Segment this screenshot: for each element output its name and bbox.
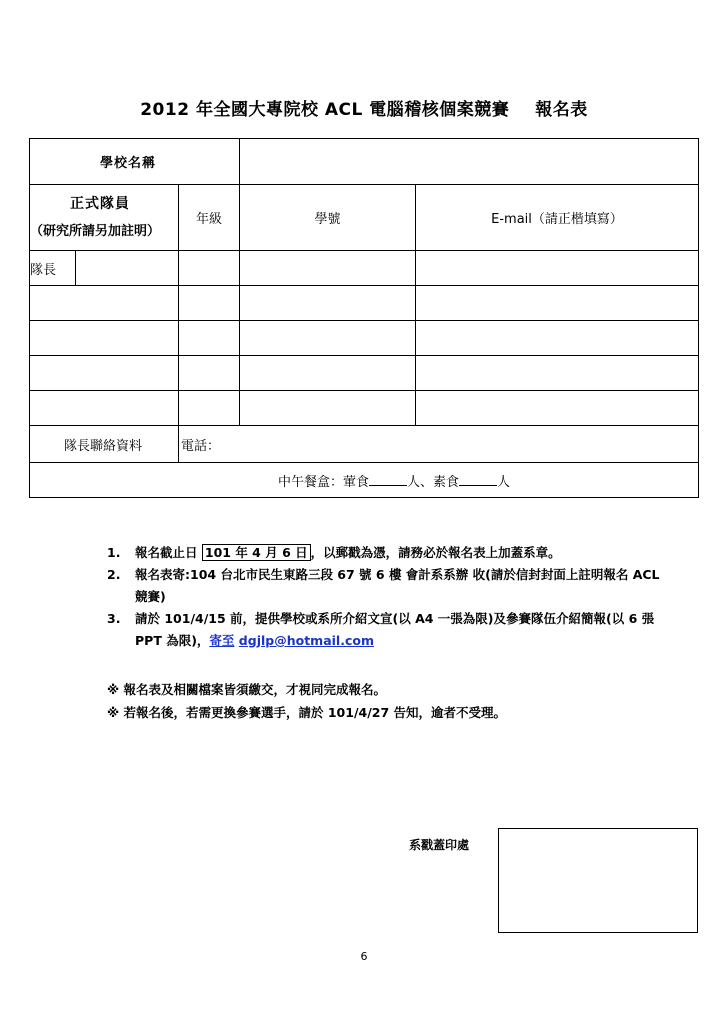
contact-row	[30, 426, 699, 463]
email-link-prefix[interactable]: 寄至	[209, 633, 235, 648]
lunch-box-line	[30, 463, 699, 498]
member-name-field[interactable]	[30, 286, 179, 321]
remark-item: ※ 若報名後，若需更換參賽選手，請於 101/4/27 告知，逾者不受理。	[107, 705, 507, 720]
contact-label: 隊長聯絡資料	[30, 426, 179, 463]
phone-label: 電話：	[181, 438, 221, 454]
meat-count-blank[interactable]	[369, 475, 407, 486]
leader-email-field[interactable]	[416, 251, 699, 286]
member-name-field[interactable]	[30, 356, 179, 391]
remarks	[107, 678, 506, 724]
list-item: 3. 請於 101/4/15 前，提供學校或系所介紹文宣(以 A4 一張為限)及參賽隊伍介紹簡報(以 6 張 PPT 為限)，寄至 dgjlp@hotmail.com	[107, 611, 655, 648]
form-name: 報名表	[535, 100, 588, 120]
member-email-field[interactable]	[416, 391, 699, 426]
member-row	[30, 356, 699, 391]
deadline-date: 101 年 4 月 6 日	[202, 544, 311, 561]
leader-id-field[interactable]	[240, 251, 416, 286]
email-link[interactable]: dgjlp@hotmail.com	[238, 633, 374, 648]
member-email-field[interactable]	[416, 286, 699, 321]
member-row	[30, 321, 699, 356]
veg-count-blank[interactable]	[459, 475, 497, 486]
member-email-field[interactable]	[416, 356, 699, 391]
leader-name-field[interactable]	[76, 251, 179, 286]
member-id-field[interactable]	[240, 391, 416, 426]
list-item: 1. 報名截止日 101 年 4 月 6 日 ，以郵戳為憑，請務必於報名表上加蓋系章。	[107, 545, 561, 560]
stamp-box	[498, 828, 698, 933]
grade-header: 年級	[179, 185, 240, 251]
member-name-field[interactable]	[30, 321, 179, 356]
registration-form-table	[29, 138, 699, 498]
member-header-row	[30, 185, 699, 251]
lunch-row	[30, 463, 699, 498]
school-row	[30, 139, 699, 185]
leader-label: 隊長	[30, 251, 76, 286]
email-header: E-mail（請正楷填寫）	[416, 185, 699, 251]
lunch-suffix: 人	[497, 474, 511, 490]
member-row	[30, 391, 699, 426]
member-name-field[interactable]	[30, 391, 179, 426]
member-grade-field[interactable]	[179, 391, 240, 426]
remark-item: ※ 報名表及相關檔案皆須繳交，才視同完成報名。	[107, 682, 387, 697]
school-name-label: 學校名稱	[30, 139, 240, 185]
stamp-label: 系戳蓋印處	[409, 838, 470, 852]
form-title	[0, 95, 728, 120]
member-grade-field[interactable]	[179, 321, 240, 356]
member-id-field[interactable]	[240, 321, 416, 356]
member-row	[30, 286, 699, 321]
member-email-field[interactable]	[416, 321, 699, 356]
student-id-header: 學號	[240, 185, 416, 251]
instructions-list	[107, 542, 667, 652]
leader-grade-field[interactable]	[179, 251, 240, 286]
competition-title: 2012 年全國大專院校 ACL 電腦稽核個案競賽	[140, 100, 510, 120]
member-id-field[interactable]	[240, 356, 416, 391]
school-name-field[interactable]	[240, 139, 699, 185]
member-header-title: 正式隊員	[70, 195, 130, 212]
page-number: 6	[360, 950, 368, 963]
member-grade-field[interactable]	[179, 286, 240, 321]
list-item: 2. 報名表寄:104 台北市民生東路三段 67 號 6 樓 會計系系辦 收(請於信封封面上註明報名 ACL 競賽)	[107, 567, 660, 604]
member-grade-field[interactable]	[179, 356, 240, 391]
phone-field[interactable]	[179, 426, 699, 463]
lunch-meat-label: 中午餐盒：葷食	[277, 474, 369, 490]
lunch-veg-label: 人、素食	[407, 474, 460, 490]
member-header-note: （研究所請另加註明）	[30, 223, 161, 239]
leader-row	[30, 251, 699, 286]
member-id-field[interactable]	[240, 286, 416, 321]
member-header	[30, 185, 179, 251]
